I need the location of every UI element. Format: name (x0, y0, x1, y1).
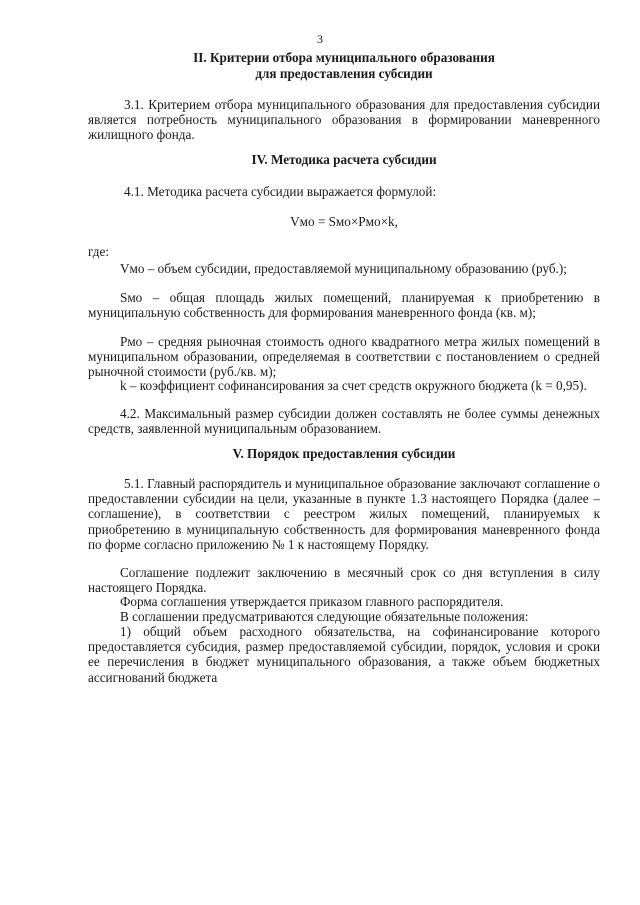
paragraph-3-1: 3.1. Критерием отбора муниципального образования для предоставления субсидии является потребность муниципального образования в формировании маневренного жилищного фонда. (88, 97, 600, 143)
section-3-heading-line-1: II. Критерии отбора муниципального образования (193, 50, 495, 65)
where-label: где: (88, 244, 109, 259)
definition-v: Vмо – объем субсидии, предоставляемой муниципальному образованию (руб.); (120, 261, 567, 276)
section-3-heading (88, 50, 600, 82)
section-5-heading: V. Порядок предоставления субсидии (232, 446, 456, 461)
paragraph-4-1: 4.1. Методика расчета субсидии выражается формулой: (124, 184, 437, 199)
section-3-heading-line-2: для предоставления субсидии (255, 66, 433, 81)
paragraph-5-1: 5.1. Главный распорядитель и муниципальное образование заключают соглашение о предоставлении субсидии на цели, указанные в пункте 1.3 настоящего Порядка (далее – соглашение), в соответствии с реестром жилых помещений, планируемых к приобретению в муниципальную собственность для формирования маневренного фонда по форме согласно приложению № 1 к настоящему Порядку. (88, 476, 600, 552)
paragraph-4-2: 4.2. Максимальный размер субсидии должен составлять не более суммы денежных средств, заявленной муниципальным образованием. (88, 406, 600, 437)
page-number: 3 (317, 32, 323, 46)
paragraph-agreement-form: Форма соглашения утверждается приказом главного распорядителя. (120, 594, 504, 609)
paragraph-item-1: 1) общий объем расходного обязательства, на софинансирование которого предоставляется субсидия, размер предоставляемой субсидии, порядок, условия и сроки ее перечисления в бюджет муниципального образования, а также объем бюджетных ассигнований бюджета (88, 624, 600, 685)
definition-p: Pмо – средняя рыночная стоимость одного квадратного метра жилых помещений в муниципальном образовании, определяемая в соответствии с постановлением о средней рыночной стоимости (руб./кв. м); (88, 334, 600, 380)
paragraph-agreement-term: Соглашение подлежит заключению в месячный срок со дня вступления в силу настоящего Порядка. (88, 565, 600, 596)
paragraph-provisions: В соглашении предусматриваются следующие обязательные положения: (120, 609, 529, 624)
subsidy-formula: Vмо = Sмо×Pмо×k, (290, 214, 398, 229)
definition-s: Sмо – общая площадь жилых помещений, планируемая к приобретению в муниципальную собственность для формирования маневренного фонда (кв. м); (88, 290, 600, 321)
section-4-heading: IV. Методика расчета субсидии (251, 152, 437, 167)
definition-k: k – коэффициент софинансирования за счет средств окружного бюджета (k = 0,95). (120, 378, 587, 393)
